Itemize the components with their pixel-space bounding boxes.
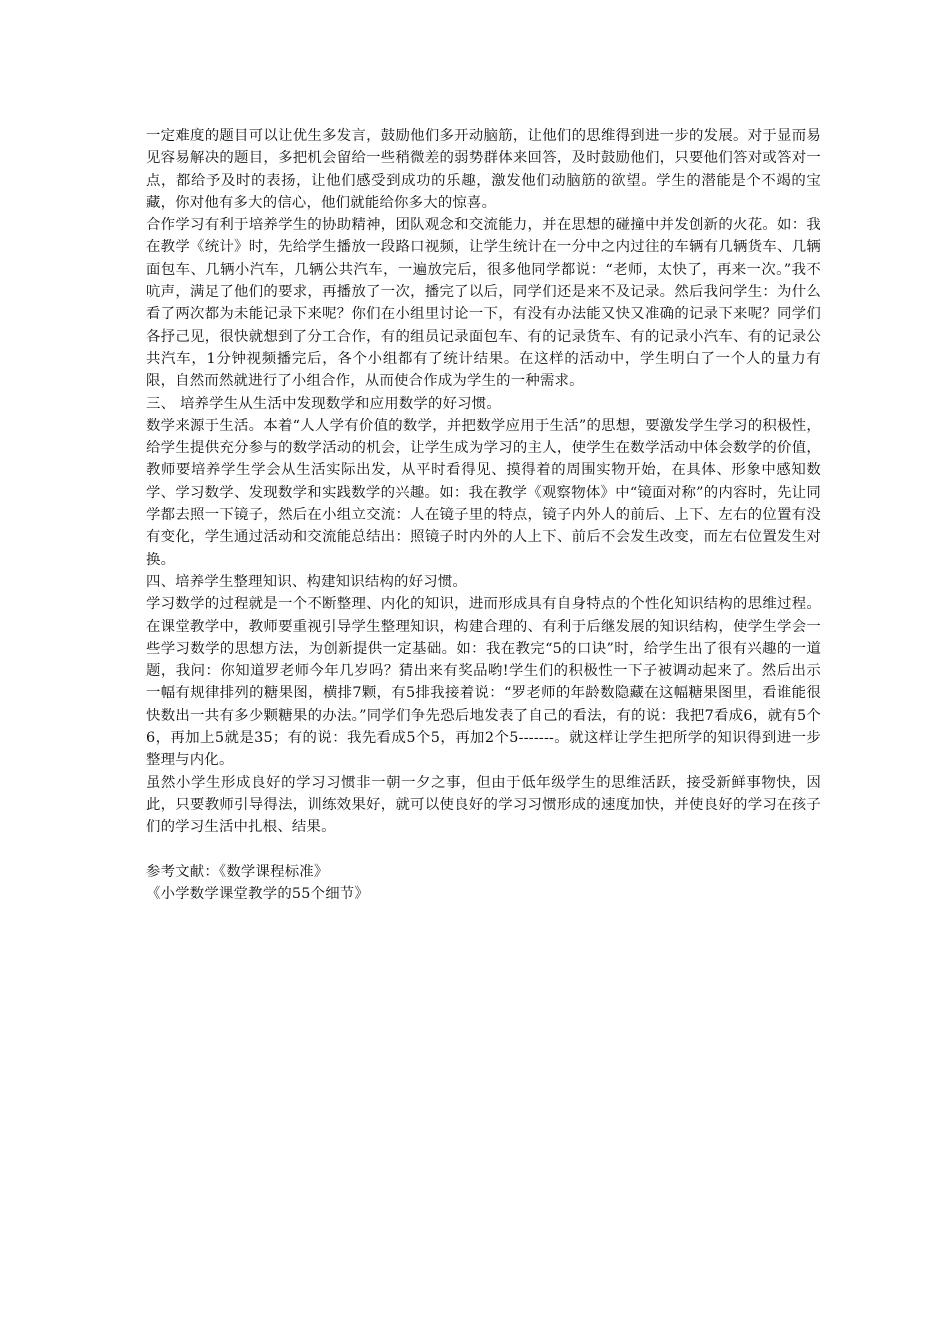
references-line-2: 《小学数学课堂教学的55个细节》 xyxy=(146,886,369,903)
section-heading-4: 四、培养学生整理知识、构建知识结构的好习惯。 xyxy=(146,573,467,590)
paragraph-math-from-life: 数学来源于生活。本着“人人学有价值的数学，并把数学应用于生活”的思想，要激发学生学习的积极性，给学生提供充分参与的数学活动的机会，让学生成为学习的主人，使学生在数学活动中体会数学的价值，教师要培养学生学会从生活实际出发，从平时看得见、摸得着的周围实物开始，在具体、形象中感知数学、学习数学、发现数学和实践数学的兴趣。如：我在教学《观察物体》中“镜面对称”的内容时，先让同学都去照一下镜子，然后在小组立交流：人在镜子里的特点，镜子内外人的前后、上下、左右的位置有没有变化，学生通过活动和交流能总结出：照镜子时内外的人上下、前后不会发生改变，而左右位置发生对换。 xyxy=(146,417,821,568)
paragraph-organize-knowledge: 学习数学的过程就是一个不断整理、内化的知识，进而形成具有自身特点的个性化知识结构的思维过程。在课堂教学中，教师要重视引导学生整理知识，构建合理的、有利于后继发展的知识结构，使学生学会一些学习数学的思想方法，为创新提供一定基础。如：我在教完“5的口诀”时，给学生出了很有兴趣的一道题，我问：你知道罗老师今年几岁吗？猜出来有奖品哟!学生们的积极性一下子被调动起来了。然后出示一幅有规律排列的糖果图，横排7颗，有5排我接着说：“罗老师的年龄数隐藏在这幅糖果图里，看谁能很快数出一共有多少颗糖果的办法。”同学们争先恐后地发表了自己的看法，有的说：我把7看成6，就有5个6，再加上5就是35；有的说：我先看成5个5，再加2个5-------。就这样让学生把所学的知识得到进一步整理与内化。 xyxy=(146,596,821,769)
document-page xyxy=(146,125,821,905)
paragraph-cooperative-learning: 合作学习有利于培养学生的协助精神，团队观念和交流能力，并在思想的碰撞中并发创新的火花。如：我在教学《统计》时，先给学生播放一段路口视频，让学生统计在一分中之内过往的车辆有几辆货车、几辆面包车、几辆小汽车，几辆公共汽车，一遍放完后，很多他同学都说：“老师，太快了，再来一次。”我不吭声，满足了他们的要求，再播放了一次，播完了以后，同学们还是来不及记录。然后我问学生：为什么看了两次都为未能记录下来呢？你们在小组里讨论一下，有没有办法能又快又准确的记录下来呢？同学们各抒己见，很快就想到了分工合作，有的组员记录面包车、有的记录货车、有的记录小汽车、有的记录公共汽车，1分钟视频播完后，各个小组都有了统计结果。在这样的活动中，学生明白了一个人的量力有限，自然而然就进行了小组合作，从而使合作成为学生的一种需求。 xyxy=(146,217,821,390)
paragraph-conclusion: 虽然小学生形成良好的学习习惯非一朝一夕之事，但由于低年级学生的思维活跃，接受新鲜事物快，因此，只要教师引导得法，训练效果好，就可以使良好的学习习惯形成的速度加快，并使良好的学习在孩子们的学习生活中扎根、结果。 xyxy=(146,774,821,836)
section-heading-3: 三、 培养学生从生活中发现数学和应用数学的好习惯。 xyxy=(146,395,501,412)
blank-line xyxy=(146,839,821,861)
paragraph-encourage-students: 一定难度的题目可以让优生多发言，鼓励他们多开动脑筋，让他们的思维得到进一步的发展。对于显而易见容易解决的题目，多把机会留给一些稍微差的弱势群体来回答，及时鼓励他们，只要他们答对或答对一点，都给予及时的表扬，让他们感受到成功的乐趣，激发他们动脑筋的欲望。学生的潜能是个不竭的宝藏，你对他有多大的信心，他们就能给你多大的惊喜。 xyxy=(146,128,821,211)
references-line-1: 参考文献：《数学课程标准》 xyxy=(146,863,329,880)
